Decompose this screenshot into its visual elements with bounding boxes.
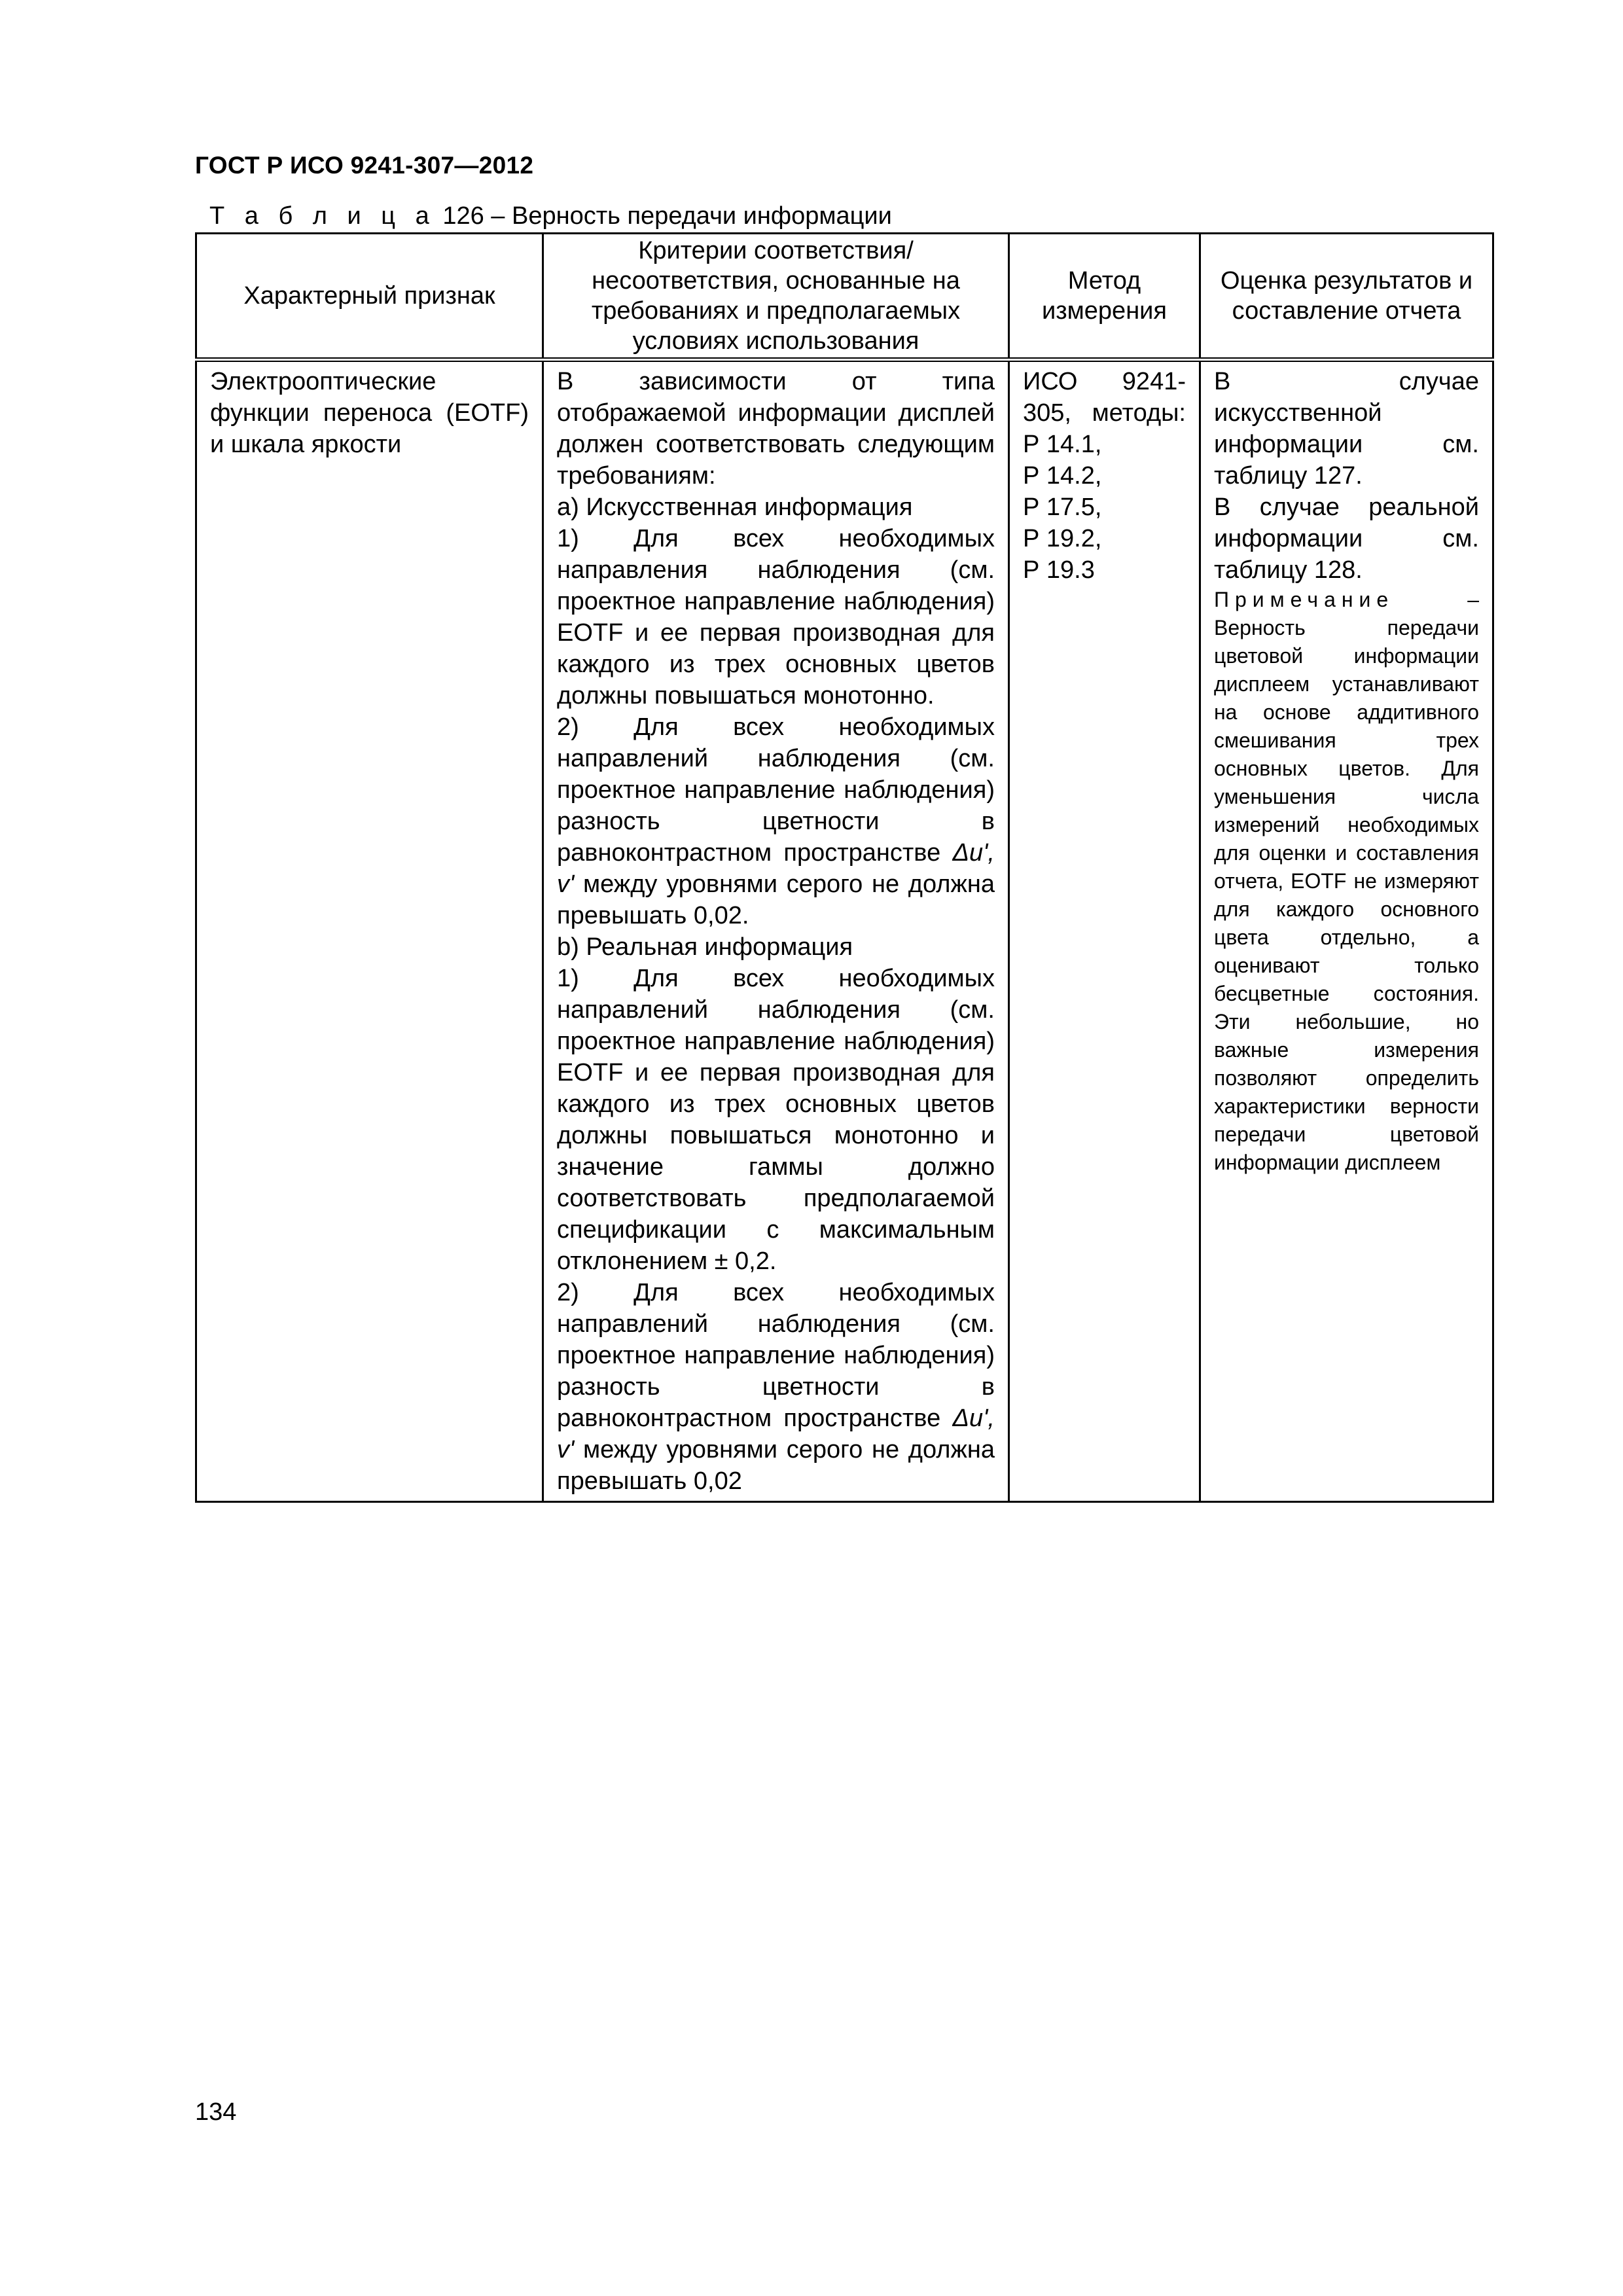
method-line: Р 17.5, [1023, 493, 1102, 521]
criteria-b1: 1) Для всех необходимых направлений наблюдения (см. проектное направление наблюдения) EOTF и ее первая производная для каждого из трех основных цветов должны повышаться монотонно и значение гаммы должно соответствовать предполагаемой спецификации с максимальным отклонением ± 0,2. [557, 965, 995, 1275]
criteria-intro: В зависимости от типа отображаемой информации дисплей должен соответствовать следующим требованиям: [557, 368, 995, 490]
note-title: Примечание [1214, 588, 1395, 611]
table-caption-label: Т а б л и ц а [209, 202, 436, 230]
method-line: Р 19.2, [1023, 525, 1102, 552]
document-header: ГОСТ Р ИСО 9241-307—2012 [195, 152, 534, 179]
header-method: Метод измерения [1009, 234, 1200, 360]
header-criteria: Критерии соответствия/несоответствия, основанные на требованиях и предполагаемых условиях использования [543, 234, 1009, 360]
criteria-b2 [557, 1277, 995, 1497]
report-real: В случае реальной информации см. таблицу 128. [1214, 493, 1479, 584]
criteria-a2-symbol: Δu', v' [557, 839, 995, 898]
cell-feature: Электрооптические функции переноса (EOTF) и шкала яркости [196, 360, 543, 1502]
criteria-a2-pre: 2) Для всех необходимых направлений наблюдения (см. проектное направление наблюдения) разность цветности в равноконтрастном пространстве [557, 713, 995, 867]
criteria-b2-symbol: Δu', v' [557, 1405, 995, 1463]
criteria-b2-post: между уровнями серого не должна превышать 0,02 [557, 1436, 995, 1495]
criteria-a: а) Искусственная информация [557, 493, 913, 521]
table-caption-text: 126 – Верность передачи информации [442, 202, 892, 230]
table-caption [209, 202, 892, 230]
method-line: Р 19.3 [1023, 556, 1095, 584]
criteria-b: b) Реальная информация [557, 933, 853, 961]
criteria-b2-pre: 2) Для всех необходимых направлений наблюдения (см. проектное направление наблюдения) разность цветности в равноконтрастном пространстве [557, 1279, 995, 1432]
page-number: 134 [195, 2098, 237, 2126]
report-artificial: В случае искусственной информации см. таблицу 127. [1214, 368, 1479, 490]
note-text: – Верность передачи цветовой информации дисплеем устанавливают на основе аддитивного смешивания трех основных цветов. Для уменьшения числа измерений необходимых для оценки и составления отчета, EOTF не измеряют для каждого основного цвета отдельно, а оценивают только бесцветные состояния. Эти небольшие, но важные измерения позволяют определить характеристики верности передачи цветовой информации дисплеем [1214, 588, 1479, 1174]
method-line: ИСО 9241-305, методы: Р 14.1, [1023, 368, 1186, 458]
report-note [1214, 586, 1479, 1177]
cell-criteria [543, 360, 1009, 1502]
header-feature: Характерный признак [196, 234, 543, 360]
table-header-row [196, 234, 1493, 360]
criteria-a2 [557, 711, 995, 931]
criteria-a1: 1) Для всех необходимых направления наблюдения (см. проектное направление наблюдения) EOTF и ее первая производная для каждого из трех основных цветов должны повышаться монотонно. [557, 525, 995, 709]
cell-method [1009, 360, 1200, 1502]
header-report: Оценка результатов и составление отчета [1200, 234, 1493, 360]
criteria-a2-post: между уровнями серого не должна превышать 0,02. [557, 870, 995, 929]
method-line: Р 14.2, [1023, 462, 1102, 490]
cell-report [1200, 360, 1493, 1502]
table-row [196, 360, 1493, 1502]
main-table [195, 232, 1494, 1503]
